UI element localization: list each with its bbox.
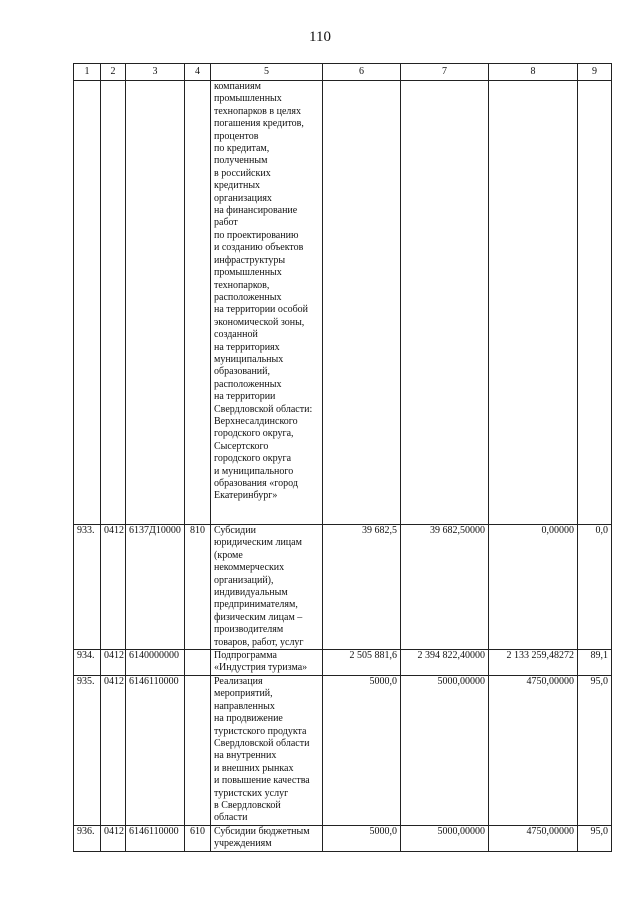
name-line: образования «город bbox=[214, 478, 298, 489]
cell-col6 bbox=[323, 81, 401, 525]
name-line: физическим лицам – bbox=[214, 611, 303, 623]
name-line: созданной bbox=[214, 329, 258, 341]
name-line: по кредитам, bbox=[214, 143, 270, 155]
name-line: на территориях bbox=[214, 341, 280, 353]
cell-col7: 2 394 822,40000 bbox=[401, 650, 489, 676]
cell-col7: 5000,00000 bbox=[401, 825, 489, 851]
cell-section: 0412 bbox=[101, 650, 126, 676]
cell-col8: 4750,00000 bbox=[489, 675, 578, 825]
name-line: и внешних рынках bbox=[214, 762, 294, 774]
cell-col9: 0,0 bbox=[578, 525, 612, 650]
cell-name bbox=[211, 525, 323, 650]
cell-col9: 95,0 bbox=[578, 825, 612, 851]
cell-section: 0412 bbox=[101, 825, 126, 851]
column-header-5: 5 bbox=[211, 64, 323, 81]
cell-col6: 39 682,5 bbox=[323, 525, 401, 650]
cell-csr: 6146110000 bbox=[126, 825, 185, 851]
name-line: и муниципального bbox=[214, 465, 294, 477]
cell-col8: 2 133 259,48272 bbox=[489, 650, 578, 676]
cell-name bbox=[211, 825, 323, 851]
name-line: организациях bbox=[214, 192, 272, 204]
cell-col9 bbox=[578, 81, 612, 525]
table-row bbox=[74, 825, 612, 851]
cell-section: 0412 bbox=[101, 675, 126, 825]
cell-vr bbox=[185, 650, 211, 676]
column-header-8: 8 bbox=[489, 64, 578, 81]
name-line: и повышение качества bbox=[214, 775, 310, 787]
name-line: индивидуальным bbox=[214, 587, 288, 599]
name-line: товаров, работ, услуг bbox=[214, 636, 304, 648]
table-body bbox=[74, 81, 612, 852]
page-number: 110 bbox=[309, 29, 331, 45]
name-line: на продвижение bbox=[214, 713, 283, 725]
name-line: Сысертского bbox=[214, 440, 269, 452]
name-line: в Свердловской bbox=[214, 799, 281, 811]
budget-table bbox=[73, 63, 612, 852]
name-line: промышленных bbox=[214, 93, 282, 105]
name-line: Субсидии бюджетным bbox=[214, 825, 310, 837]
column-header-9: 9 bbox=[578, 64, 612, 81]
name-line: образований, bbox=[214, 366, 271, 378]
table-row bbox=[74, 525, 612, 650]
name-line: муниципальных bbox=[214, 353, 284, 365]
cell-vr bbox=[185, 675, 211, 825]
cell-name bbox=[211, 81, 323, 525]
name-line: учреждениям bbox=[214, 838, 272, 850]
name-line: туристских услуг bbox=[214, 787, 289, 799]
cell-csr bbox=[126, 81, 185, 525]
column-header-3: 3 bbox=[126, 64, 185, 81]
name-line: полученным bbox=[214, 155, 268, 167]
name-line: работ bbox=[214, 217, 238, 229]
name-line: Верхнесалдинского bbox=[214, 415, 298, 427]
name-line: кредитных bbox=[214, 180, 261, 192]
name-line: (кроме bbox=[214, 549, 243, 561]
cell-col9: 89,1 bbox=[578, 650, 612, 676]
cell-col8 bbox=[489, 81, 578, 525]
name-line: предпринимателям, bbox=[214, 599, 298, 611]
name-line: направленных bbox=[214, 700, 275, 712]
name-line: туристского продукта bbox=[214, 725, 307, 737]
cell-col8: 0,00000 bbox=[489, 525, 578, 650]
cell-vr bbox=[185, 81, 211, 525]
cell-vr: 610 bbox=[185, 825, 211, 851]
name-line: инфраструктуры bbox=[214, 254, 286, 266]
cell-num: 936. bbox=[74, 825, 101, 851]
name-line: процентов bbox=[214, 130, 259, 142]
cell-col6: 5000,0 bbox=[323, 675, 401, 825]
name-line: технопарков в целях bbox=[214, 105, 301, 117]
cell-name bbox=[211, 675, 323, 825]
column-header-4: 4 bbox=[185, 64, 211, 81]
name-line: мероприятий, bbox=[214, 688, 273, 700]
name-line: городского округа bbox=[214, 453, 292, 465]
cell-col8: 4750,00000 bbox=[489, 825, 578, 851]
cell-csr: 6140000000 bbox=[126, 650, 185, 676]
cell-col7 bbox=[401, 81, 489, 525]
name-line: экономической зоны, bbox=[214, 316, 305, 328]
cell-num: 933. bbox=[74, 525, 101, 650]
name-line: Подпрограмма bbox=[214, 650, 277, 662]
name-line: городского округа, bbox=[214, 428, 294, 440]
name-line: и созданию объектов bbox=[214, 242, 304, 254]
name-line: организаций), bbox=[214, 574, 274, 586]
name-line: по проектированию bbox=[214, 229, 299, 241]
column-header-7: 7 bbox=[401, 64, 489, 81]
table-row bbox=[74, 650, 612, 676]
cell-csr: 6137Д10000 bbox=[126, 525, 185, 650]
name-line: на территории особой bbox=[214, 304, 309, 316]
name-line: производителям bbox=[214, 624, 284, 636]
cell-col7: 39 682,50000 bbox=[401, 525, 489, 650]
name-line: некоммерческих bbox=[214, 562, 285, 574]
name-line: «Индустрия туризма» bbox=[214, 662, 308, 674]
table-row-continuation bbox=[74, 81, 612, 525]
header-row bbox=[74, 64, 612, 81]
cell-col6: 5000,0 bbox=[323, 825, 401, 851]
table-row bbox=[74, 675, 612, 825]
name-line: погашения кредитов, bbox=[214, 118, 304, 130]
name-line: на внутренних bbox=[214, 750, 277, 762]
column-header-6: 6 bbox=[323, 64, 401, 81]
name-line: технопарков, bbox=[214, 279, 270, 291]
name-line: в российских bbox=[214, 167, 271, 179]
cell-col9: 95,0 bbox=[578, 675, 612, 825]
name-line: на финансирование bbox=[214, 205, 298, 217]
cell-col7: 5000,00000 bbox=[401, 675, 489, 825]
name-line: области bbox=[214, 812, 248, 824]
name-line: промышленных bbox=[214, 267, 282, 279]
cell-num: 934. bbox=[74, 650, 101, 676]
name-line: расположенных bbox=[214, 291, 282, 303]
column-header-1: 1 bbox=[74, 64, 101, 81]
name-line: Екатеринбург» bbox=[214, 490, 278, 502]
name-line: расположенных bbox=[214, 378, 282, 390]
cell-name bbox=[211, 650, 323, 676]
name-line: юридическим лицам bbox=[214, 537, 302, 549]
name-line: Свердловской области bbox=[214, 737, 310, 749]
name-line: на территории bbox=[214, 391, 276, 403]
column-header-2: 2 bbox=[101, 64, 126, 81]
cell-num: 935. bbox=[74, 675, 101, 825]
cell-num bbox=[74, 81, 101, 525]
cell-section: 0412 bbox=[101, 525, 126, 650]
name-line: Реализация bbox=[214, 675, 263, 687]
name-line: компаниям bbox=[214, 81, 261, 92]
cell-col6: 2 505 881,6 bbox=[323, 650, 401, 676]
name-line: Субсидии bbox=[214, 525, 256, 536]
cell-vr: 810 bbox=[185, 525, 211, 650]
name-line: Свердловской области: bbox=[214, 403, 313, 415]
cell-section bbox=[101, 81, 126, 525]
cell-csr: 6146110000 bbox=[126, 675, 185, 825]
